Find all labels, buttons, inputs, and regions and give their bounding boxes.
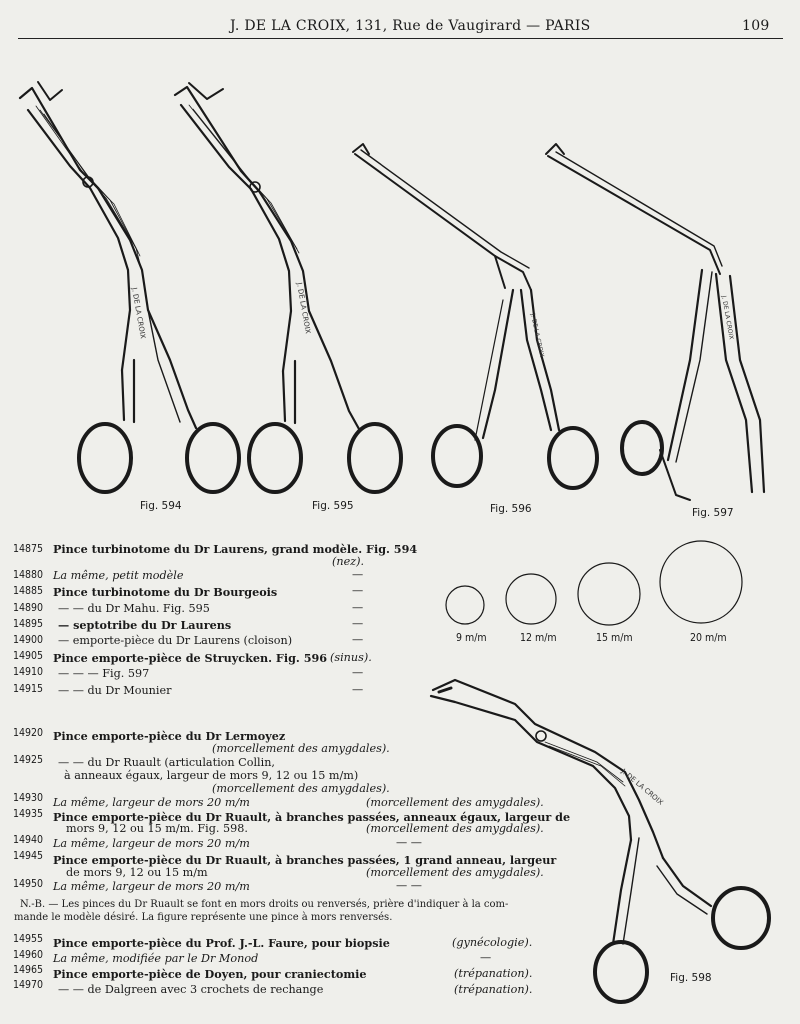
catalog-desc: Pince emporte-pièce de Struycken. Fig. 596 xyxy=(53,651,328,665)
catalog-ref: 14925 xyxy=(13,754,44,766)
catalog-use: (sinus). xyxy=(330,651,372,664)
header-rule xyxy=(18,38,783,39)
catalog-use: — xyxy=(352,633,364,646)
catalog-use: — xyxy=(480,951,492,964)
catalog-use: (nez). xyxy=(332,555,365,568)
catalog-desc: La même, largeur de mors 20 m/m xyxy=(53,796,250,809)
catalog-use: (gynécologie). xyxy=(452,936,533,949)
nota-bene-line: N.-B. — Les pinces du Dr Ruault se font en mors droits ou renversés, prière d'indiquer à la com- xyxy=(20,899,509,910)
catalog-ref: 14930 xyxy=(13,792,44,804)
catalog-desc: — — du Dr Mounier xyxy=(58,684,172,697)
catalog-ref: 14965 xyxy=(13,964,44,976)
catalog-ref: 14910 xyxy=(13,666,44,678)
catalog-use: (morcellement des amygdales). xyxy=(366,796,544,809)
catalog-ref: 14950 xyxy=(13,878,44,890)
catalog-use: — xyxy=(352,584,364,597)
catalog-use: (trépanation). xyxy=(454,983,533,996)
jaw-size-label-12: 12 m/m xyxy=(520,632,557,644)
jaw-size-circle-20 xyxy=(660,541,742,623)
instrument-mark-596: J. DE LA CROIX xyxy=(529,312,546,358)
catalog-ref: 14885 xyxy=(13,585,44,597)
catalog-use: (morcellement des amygdales). xyxy=(212,742,390,755)
catalog-desc: La même, largeur de mors 20 m/m xyxy=(53,880,250,893)
jaw-size-circle-9 xyxy=(446,586,484,624)
nota-bene-line: mande le modèle désiré. La figure représente une pince à mors renversés. xyxy=(14,912,393,923)
catalog-desc: La même, petit modèle xyxy=(53,569,184,582)
catalog-ref: 14905 xyxy=(13,650,44,662)
catalog-use: — xyxy=(352,601,364,614)
catalog-use: (trépanation). xyxy=(454,967,533,980)
catalog-desc: — — de Dalgreen avec 3 crochets de rechange xyxy=(58,983,324,996)
catalog-desc: — septotribe du Dr Laurens xyxy=(58,618,232,632)
instrument-mark-598: J. DE LA CROIX xyxy=(619,767,665,807)
catalog-ref: 14945 xyxy=(13,850,44,862)
catalog-ref: 14890 xyxy=(13,602,44,614)
fig-596-caption: Fig. 596 xyxy=(490,503,532,515)
catalog-ref: 14880 xyxy=(13,569,44,581)
fig-598-ruault-illustration xyxy=(425,660,785,1010)
catalog-desc-cont: à anneaux égaux, largeur de mors 9, 12 ou 15 m/m) xyxy=(64,769,359,782)
catalog-use: — — xyxy=(396,836,422,849)
catalog-ref: 14970 xyxy=(13,979,44,991)
catalog-desc: — — du Dr Mahu. Fig. 595 xyxy=(58,602,210,615)
catalog-use: (morcellement des amygdales). xyxy=(366,866,544,879)
catalog-desc: Pince turbinotome du Dr Bourgeois xyxy=(53,585,278,599)
catalog-desc: Pince emporte-pièce de Doyen, pour craniectomie xyxy=(53,967,367,981)
fig-598-caption: Fig. 598 xyxy=(670,972,712,984)
page-header-title: J. DE LA CROIX, 131, Rue de Vaugirard — PARIS xyxy=(230,18,591,34)
catalog-ref: 14895 xyxy=(13,618,44,630)
catalog-desc: Pince emporte-pièce du Prof. J.-L. Faure, pour biopsie xyxy=(53,936,390,950)
jaw-size-circle-15 xyxy=(578,563,640,625)
fig-594-caption: Fig. 594 xyxy=(140,500,182,512)
instrument-mark-595: J. DE LA CROIX xyxy=(295,281,312,335)
jaw-size-label-15: 15 m/m xyxy=(596,632,633,644)
catalog-desc: La même, modifiée par le Dr Monod xyxy=(53,952,259,965)
page-number: 109 xyxy=(742,18,770,34)
catalog-desc: — — — Fig. 597 xyxy=(58,667,150,680)
catalog-ref: 14915 xyxy=(13,683,44,695)
catalog-desc: Pince emporte-pièce du Dr Lermoyez xyxy=(53,729,286,743)
fig-597-caption: Fig. 597 xyxy=(692,507,734,519)
catalog-use: — xyxy=(352,683,364,696)
catalog-desc-cont: mors 9, 12 ou 15 m/m. Fig. 598. xyxy=(66,822,248,835)
jaw-size-circle-12 xyxy=(506,574,556,624)
catalog-desc: Pince emporte-pièce du Dr Ruault, à branches passées, 1 grand anneau, largeur xyxy=(53,853,557,867)
catalog-ref: 14960 xyxy=(13,949,44,961)
fig-595-caption: Fig. 595 xyxy=(312,500,354,512)
catalog-ref: 14935 xyxy=(13,808,44,820)
catalog-ref: 14875 xyxy=(13,543,44,555)
catalog-desc: — emporte-pièce du Dr Laurens (cloison) xyxy=(58,634,293,647)
catalog-desc: La même, largeur de mors 20 m/m xyxy=(53,837,250,850)
catalog-use: (morcellement des amygdales). xyxy=(212,782,390,795)
catalog-use: — — xyxy=(396,879,422,892)
jaw-size-label-20: 20 m/m xyxy=(690,632,727,644)
jaw-size-label-9: 9 m/m xyxy=(456,632,487,644)
catalog-use: — xyxy=(352,617,364,630)
instrument-mark-594: J. DE LA CROIX xyxy=(130,286,147,340)
catalog-ref: 14920 xyxy=(13,727,44,739)
catalog-ref: 14940 xyxy=(13,834,44,846)
catalog-desc: Pince emporte-pièce du Dr Ruault, à branches passées, anneaux égaux, largeur de xyxy=(53,810,571,824)
catalog-use: — xyxy=(352,568,364,581)
catalog-ref: 14955 xyxy=(13,933,44,945)
catalog-use: (morcellement des amygdales). xyxy=(366,822,544,835)
catalog-desc: — — du Dr Ruault (articulation Collin, xyxy=(58,756,275,769)
catalog-use: — xyxy=(352,666,364,679)
instrument-mark-597: J. DE LA CROIX xyxy=(720,295,735,341)
catalog-desc: Pince turbinotome du Dr Laurens, grand modèle. Fig. 594 xyxy=(53,542,418,556)
catalog-ref: 14900 xyxy=(13,634,44,646)
catalog-desc-cont: de mors 9, 12 ou 15 m/m xyxy=(66,866,208,879)
fig-597-struycken-illustration xyxy=(540,140,780,510)
